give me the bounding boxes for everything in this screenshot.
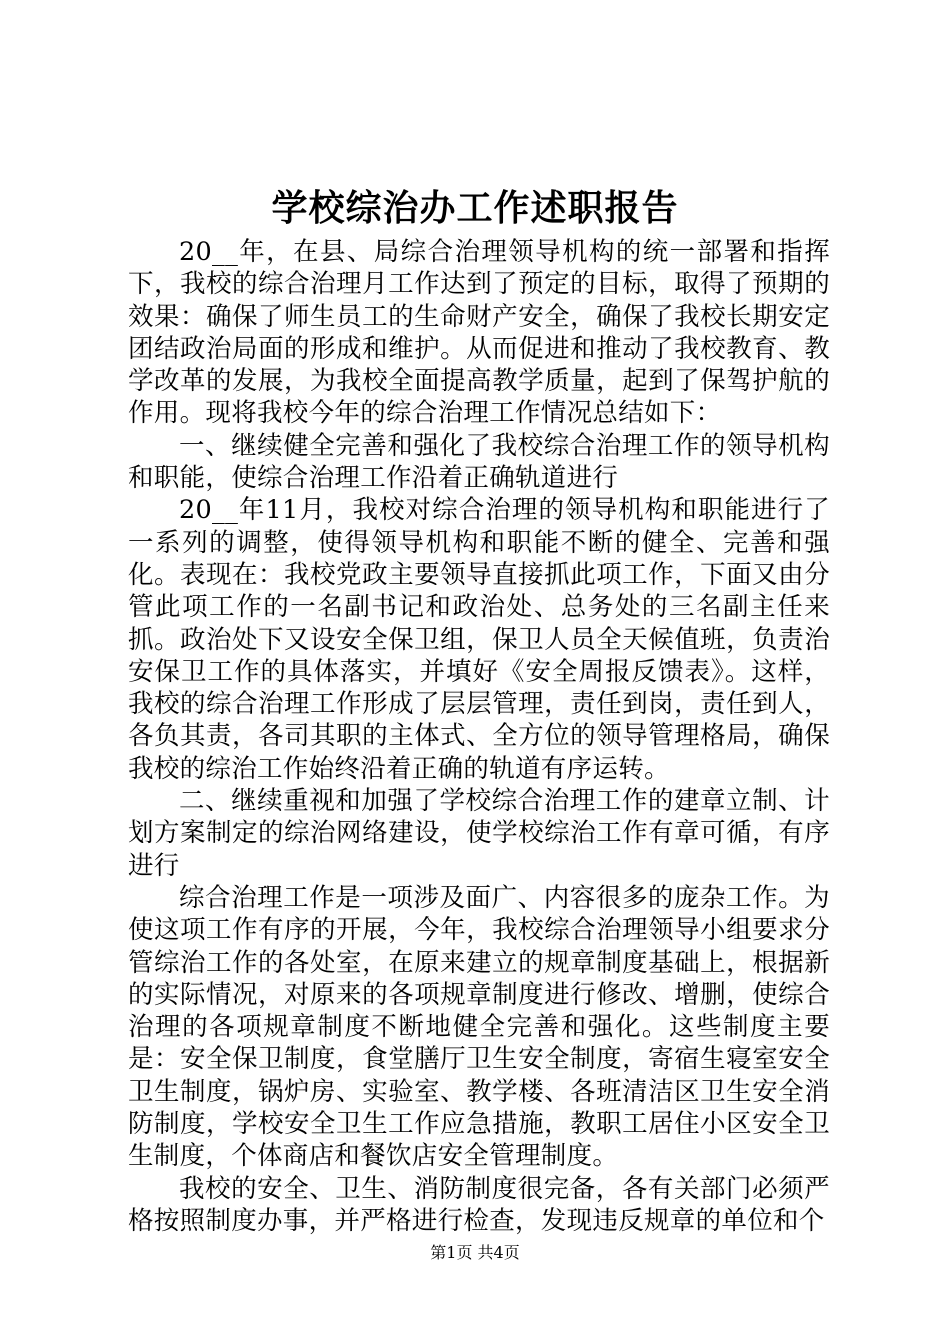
paragraph-heading-1: 一、继续健全完善和强化了我校综合治理工作的领导机构和职能，使综合治理工作沿着正确轨道进行 <box>128 430 830 494</box>
paragraph-regulations: 综合治理工作是一项涉及面广、内容很多的庞杂工作。为使这项工作有序的开展，今年，我校综合治理领导小组要求分管综治工作的各处室，在原来建立的规章制度基础上，根据新的实际情况，对原来的各项规章制度进行修改、增删，使综合治理的各项规章制度不断地健全完善和强化。这些制度主要是：安全保卫制度，食堂膳厅卫生安全制度，寄宿生寝室安全卫生制度，锅炉房、实验室、教学楼、各班清洁区卫生安全消防制度，学校安全卫生工作应急措施，教职工居住小区安全卫生制度，个体商店和餐饮店安全管理制度。 <box>128 882 830 1172</box>
paragraph-heading-2: 二、继续重视和加强了学校综合治理工作的建章立制、计划方案制定的综治网络建设，使学校综治工作有章可循，有序进行 <box>128 786 830 881</box>
page-footer: 第1页 共4页 <box>430 1243 520 1262</box>
document-title: 学校综治办工作述职报告 <box>271 187 679 229</box>
paragraph-intro: 20__年，在县、局综合治理领导机构的统一部署和指挥下，我校的综合治理月工作达到了预定的目标，取得了预期的效果：确保了师生员工的生命财产安全，确保了我校长期安定团结政治局面的形成和维护。从而促进和推动了我校教育、教学改革的发展，为我校全面提高教学质量，起到了保驾护航的作用。现将我校今年的综合治理工作情况总结如下： <box>128 237 830 429</box>
paragraph-safety: 我校的安全、卫生、消防制度很完备，各有关部门必须严格按照制度办事，并严格进行检查，发现违反规章的单位和个 <box>128 1173 830 1236</box>
paragraph-leadership: 20__年11月，我校对综合治理的领导机构和职能进行了一系列的调整，使得领导机构和职能不断的健全、完善和强化。表现在：我校党政主要领导直接抓此项工作，下面又由分管此项工作的一名副书记和政治处、总务处的三名副主任来抓。政治处下又设安全保卫组，保卫人员全天候值班，负责治安保卫工作的具体落实，并填好《安全周报反馈表》。这样，我校的综合治理工作形成了层层管理，责任到岗，责任到人，各负其责，各司其职的主体式、全方位的领导管理格局，确保我校的综治工作始终沿着正确的轨道有序运转。 <box>128 495 830 784</box>
document-body <box>128 236 830 1237</box>
